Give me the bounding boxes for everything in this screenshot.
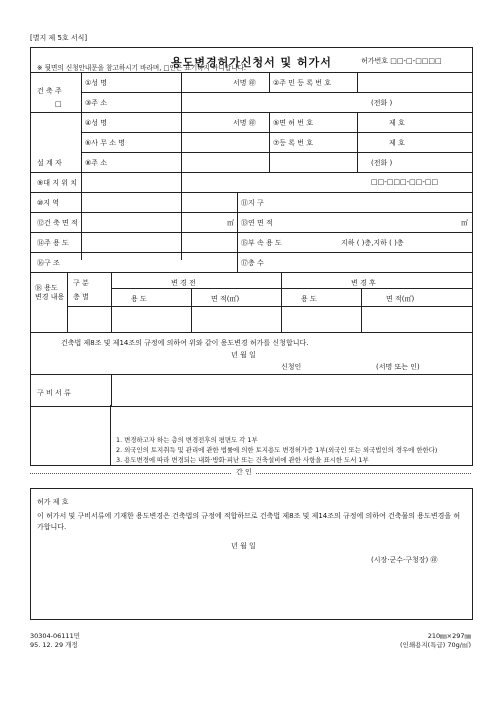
col-use-before: 용 도 (131, 295, 147, 303)
designer-name-label: ④성 명 (85, 119, 108, 127)
owner-sign: 서명 ㊞ (233, 79, 256, 87)
designer-license-value: 제 호 (389, 119, 405, 127)
paper-type: (인쇄용지(특급) 70g/㎡) (400, 641, 471, 649)
floor-area-label: ⑬연 면 적 (241, 219, 273, 227)
docs-label: 구 비 서 류 (37, 389, 71, 397)
form-notice: ※ 뒷면의 신청안내문을 참고하시기 바라며, □안은 표기하지 아니합니다. (37, 64, 246, 72)
site-location-boxes: □□-□□□-□□-□□ (371, 178, 439, 186)
change-content-label: ⑱ 용도 변경 내용 (35, 284, 65, 301)
permit-section (30, 488, 473, 620)
owner-address-label: ③주 소 (85, 99, 108, 107)
building-area-label: ⑫건 축 면 적 (37, 219, 78, 227)
footer-right (370, 632, 471, 650)
permit-date: 년 월 일 (231, 542, 256, 550)
owner-rrn-label: ②주 민 등 록 번 호 (273, 79, 331, 87)
sub-use-value: 지하 ( )층,지하 ( )층 (341, 239, 404, 247)
form-code: 30304-06111민 (30, 632, 80, 640)
col-use-after: 용 도 (301, 295, 317, 303)
doc-item-1: 1. 변경하고자 하는 층의 변경전후의 평면도 각 1부 (116, 436, 258, 444)
sub-use-label: ⑮부 속 용 도 (241, 239, 282, 247)
permit-authority: (시장·군수·구청장) ㊞ (371, 556, 438, 564)
attachment-label: [별지 제 5호 서식] (30, 34, 88, 42)
zone-label: ⑩지 역 (37, 199, 60, 207)
owner-checkbox[interactable]: □ (55, 100, 62, 108)
permit-number-label: 허가번호 (361, 57, 389, 65)
designer-sign: 서명 ㊞ (233, 119, 256, 127)
permit-body: 이 허가서 및 구비서류에 기재한 용도변경은 건축법의 규정에 적합하므로 건축법 제8조 및 제14조의 규정에 의하여 건축물의 용도변경을 허가합니다. (37, 512, 461, 531)
applicant-sign: (서명 또는 인) (376, 363, 420, 371)
application-form (30, 47, 473, 407)
main-use-label: ⑭주 용 도 (37, 239, 69, 247)
cut-line-label: 간 인 (232, 467, 256, 477)
applicant-label: 신청인 (281, 363, 302, 371)
col-before: 변 경 전 (171, 279, 196, 287)
designer-phone: (전화 ) (371, 159, 393, 167)
district-label: ⑪지 구 (241, 199, 264, 207)
col-category: 구 분 (73, 279, 89, 287)
building-area-unit: ㎡ (227, 219, 234, 227)
designer-label: 설 계 자 (37, 159, 62, 167)
floors-label: ⑰층 수 (241, 259, 264, 267)
permit-no: 허가 제 호 (37, 498, 69, 506)
owner-name-label: ①성 명 (85, 79, 108, 87)
permit-number-boxes: □□-□-□□□□ (390, 57, 442, 65)
col-area-after: 면 적(㎡) (386, 295, 415, 303)
floor-area-unit: ㎡ (461, 219, 468, 227)
col-after: 변 경 후 (351, 279, 376, 287)
form-title: 용도변경허가신청서 및 허가서 (171, 56, 332, 69)
application-date: 년 월 일 (231, 351, 256, 359)
permit-number (361, 56, 442, 66)
designer-license-label: ⑤면 허 번 호 (273, 119, 313, 127)
doc-item-2: 2. 외국인의 토지취득 및 관리에 관한 법률에 의한 토지용도 변경허가증 1부(외국인 또는 외국법인의 경우에 한한다) (116, 446, 438, 454)
paper-size: 210㎜×297㎜ (427, 632, 471, 640)
col-area-before: 면 적(㎡) (211, 295, 240, 303)
registration-label: ⑦등 록 번 호 (273, 139, 313, 147)
footer-left (30, 632, 80, 650)
doc-item-3: 3. 용도변경에 따라 변경되는 내화·방화·피난 또는 건축설비에 관한 사항을 표시한 도서 1부 (116, 456, 369, 464)
office-name-label: ⑥사 무 소 명 (85, 139, 125, 147)
owner-phone: (전화 ) (371, 99, 393, 107)
col-floor: 층 별 (73, 293, 89, 301)
site-location-label: ⑨대 지 위 치 (37, 179, 77, 187)
registration-value: 제 호 (389, 139, 405, 147)
revision-date: 95. 12. 29 개정 (30, 641, 78, 649)
owner-label: 건 축 주 (37, 87, 62, 95)
application-statement: 건축법 제8조 및 제14조의 규정에 의하여 위와 같이 용도변경 허가를 신청합니다. (61, 339, 309, 347)
designer-address-label: ⑧주 소 (85, 159, 108, 167)
structure-label: ⑯구 조 (37, 259, 60, 267)
